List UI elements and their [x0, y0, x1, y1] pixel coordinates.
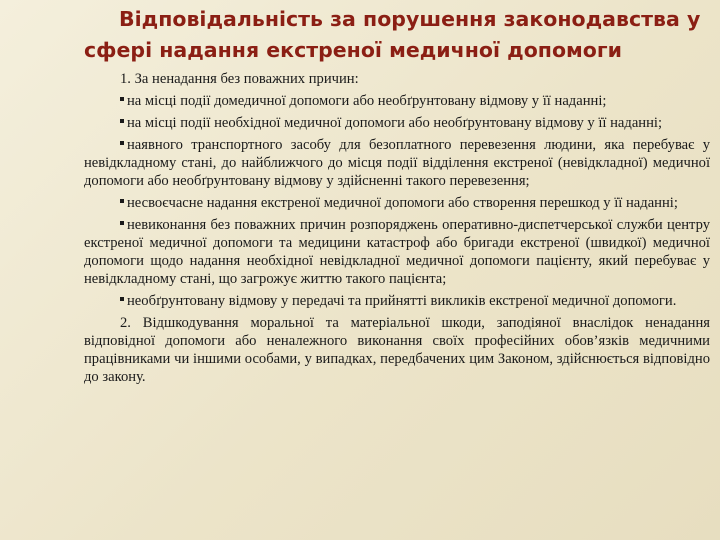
bullet-marker-icon [120, 297, 124, 301]
numbered-paragraph-1: 1. За ненадання без поважних причин: [120, 71, 359, 87]
bullet-item-1 [84, 92, 710, 110]
bullet-item-3 [84, 136, 710, 190]
slide-content [84, 70, 710, 390]
bullet-text: необґрунтовану відмову у передачі та прийнятті викликів екстреної медичної допомоги. [127, 292, 677, 309]
bullet-marker-icon [120, 199, 124, 203]
bullet-item-5 [84, 216, 710, 288]
bullet-text: несвоєчасне надання екстреної медичної допомоги або створення перешкод у її наданні; [127, 194, 678, 211]
bullet-marker-icon [120, 97, 124, 101]
bullet-text: на місці події домедичної допомоги або необґрунтовану відмову у її наданні; [127, 92, 607, 109]
bullet-marker-icon [120, 119, 124, 123]
bullet-item-2 [84, 114, 710, 132]
bullet-item-4 [84, 194, 710, 212]
bullet-text: на місці події необхідної медичної допомоги або необґрунтовану відмову у її наданні; [127, 114, 663, 131]
bullet-marker-icon [120, 141, 124, 145]
slide-title: Відповідальність за порушення законодавства у сфері надання екстреної медичної допомоги [84, 7, 701, 62]
bullet-item-6 [84, 292, 710, 310]
bullet-text: наявного транспортного засобу для безоплатного перевезення людини, яка перебуває у невідкладному стані, до найближчого до місця події відділення екстреної (невідкладної) медичної допомоги або необґрунтовану відмову у здійсненні такого перевезення; [84, 136, 710, 189]
bullet-text: невиконання без поважних причин розпоряджень оперативно-диспетчерської служби центру екстреної медичної допомоги та медицини катастроф або бригади екстреної (швидкої) медичної допомоги щодо надання необхідної невідкладної медичної допомоги пацієнту, який перебуває у невідкладному стані, що загрожує життю такого пацієнта; [84, 216, 710, 287]
bullet-marker-icon [120, 221, 124, 225]
numbered-paragraph-2: 2. Відшкодування моральної та матеріальної шкоди, заподіяної внаслідок ненадання відповідної допомоги або неналежного виконання своїх професійних обов’язків медичними працівниками чи іншими особами, у випадках, передбачених цим Законом, здійснюється відповідно до закону. [84, 314, 710, 385]
